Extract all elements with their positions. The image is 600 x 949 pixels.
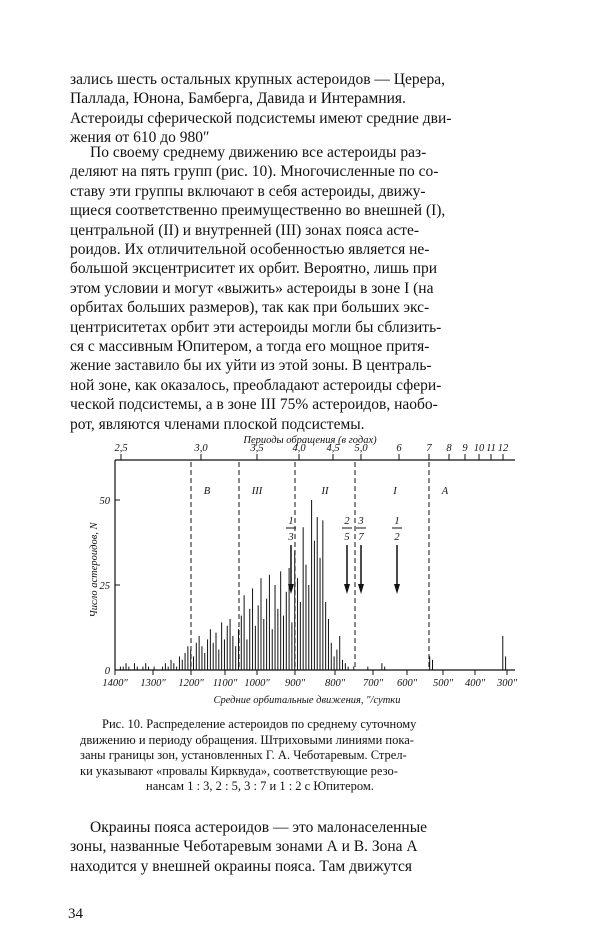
top-tick-label: 4,0 xyxy=(292,443,306,454)
bottom-tick-label: 800″ xyxy=(324,678,346,689)
top-tick-label: 12 xyxy=(497,443,509,454)
bottom-tick-label: 1200″ xyxy=(178,678,204,689)
paragraph-2-line: центриситетах орбит эти астероиды могли бы сблизить- xyxy=(70,318,442,336)
top-axis-label: Периоды обращения (в годах) xyxy=(243,435,377,446)
paragraph-1-line: жения от 610 до 980″ xyxy=(70,129,210,147)
paragraph-2-line: ной зоне, как оказалось, преобладают астероиды сфери- xyxy=(70,376,442,394)
caption-line: движению и периоду обращения. Штриховыми линиями пока- xyxy=(80,732,414,747)
bottom-tick-label: 1300″ xyxy=(140,678,166,689)
paragraph-3 xyxy=(70,818,540,876)
histogram-bars xyxy=(120,500,505,670)
bottom-tick-label: 1400″ xyxy=(102,678,128,689)
bottom-tick-label: 500″ xyxy=(432,678,454,689)
paragraph-2 xyxy=(70,143,540,434)
zone-label: В xyxy=(203,486,211,497)
top-tick-label: 2,5 xyxy=(114,443,128,454)
paragraph-2-line: центральной (II) и внутренней (III) зонах пояса асте- xyxy=(70,221,420,239)
bottom-tick-label: 600″ xyxy=(396,678,418,689)
y-axis-label: Число астероидов, N xyxy=(89,522,100,618)
paragraph-1-line: зались шесть остальных крупных астероидов — Церера, xyxy=(70,71,445,88)
y-tick-label: 25 xyxy=(99,581,110,592)
top-tick-label: 3,5 xyxy=(250,443,264,454)
resonance-arrow-head xyxy=(344,584,350,594)
caption-line: ки указывают «провалы Кирквуда», соответствующие резо- xyxy=(80,763,398,778)
top-tick-label: 5,0 xyxy=(354,443,368,454)
paragraph-1-line: Паллада, Юнона, Бамберга, Давида и Интерамния. xyxy=(70,90,406,108)
resonance-denominator: 3 xyxy=(288,532,294,543)
resonance-denominator: 5 xyxy=(344,532,350,543)
paragraph-3-line: находится у внешней окраины пояса. Там движутся xyxy=(70,857,413,875)
bottom-tick-label: 700″ xyxy=(362,678,384,689)
y-tick-label: 0 xyxy=(104,666,110,677)
paragraph-2-line: этом условии и могут «выжить» астероиды в зоне I (на xyxy=(70,279,434,297)
bottom-tick-label: 1000″ xyxy=(244,678,270,689)
paragraph-2-line: орбитах больших размеров), так как при больших экс- xyxy=(70,299,430,317)
zone-label: III xyxy=(251,486,263,497)
paragraph-2-line: роидов. Их отличительной особенностью является не- xyxy=(70,241,430,259)
top-tick-label: 10 xyxy=(473,443,485,454)
top-tick-label: 11 xyxy=(486,443,496,454)
resonance-numerator: 2 xyxy=(344,516,350,527)
y-ticks xyxy=(100,496,121,677)
resonance-numerator: 3 xyxy=(358,516,364,527)
top-tick-label: 6 xyxy=(396,443,402,454)
paragraph-2-line: ческой подсистемы, а в зоне III 75% астероидов, наобо- xyxy=(70,396,438,414)
bottom-ticks xyxy=(102,670,517,689)
paragraph-1 xyxy=(70,70,540,148)
top-tick-label: 4,5 xyxy=(326,443,340,454)
bottom-tick-label: 900″ xyxy=(284,678,306,689)
zone-labels xyxy=(204,486,449,497)
paragraph-3-line: Окраины пояса астероидов — это малонаселенные xyxy=(90,819,428,836)
bottom-tick-label: 1100″ xyxy=(212,678,238,689)
paragraph-1-line: Астероиды сферической подсистемы имеют средние дви- xyxy=(70,109,452,127)
top-tick-label: 9 xyxy=(462,443,468,454)
resonance-numerator: 1 xyxy=(288,516,294,527)
asteroid-distribution-figure xyxy=(89,420,535,710)
top-tick-label: 7 xyxy=(426,443,432,454)
paragraph-3-line: зоны, названные Чеботаревым зонами А и В. Зона А xyxy=(70,838,418,856)
y-tick-label: 50 xyxy=(99,496,110,507)
bottom-tick-label: 400″ xyxy=(464,678,486,689)
bottom-tick-label: 300″ xyxy=(496,678,518,689)
zone-label: А xyxy=(441,486,449,497)
paragraph-2-line: большой эксцентриситет их орбит. Вероятно, лишь при xyxy=(70,260,438,278)
page-number: 34 xyxy=(68,906,83,922)
resonance-denominator: 7 xyxy=(358,532,364,543)
resonance-arrow-head xyxy=(358,584,364,594)
paragraph-2-line: По своему среднему движению все астероиды раз- xyxy=(90,144,427,161)
zone-label: II xyxy=(321,486,329,497)
resonance-denominator: 2 xyxy=(394,532,400,543)
caption-line: нансам 1 : 3, 2 : 5, 3 : 7 и 1 : 2 с Юпитером. xyxy=(146,779,374,793)
paragraph-2-line: рот, являются членами плоской подсистемы. xyxy=(70,415,365,433)
bottom-axis-label: Средние орбитальные движения, ″/сутки xyxy=(213,695,401,706)
resonance-numerator: 1 xyxy=(394,516,400,527)
zone-label: I xyxy=(393,486,397,497)
top-tick-label: 3,0 xyxy=(194,443,208,454)
resonance-arrow-head xyxy=(394,584,400,594)
figure-caption xyxy=(80,717,535,795)
paragraph-2-line: ся с массивным Юпитером, а тогда его мощное притя- xyxy=(70,338,430,356)
paragraph-2-line: щиеся соответственно преимущественно во внешней (I), xyxy=(70,202,446,220)
paragraph-2-line: жение заставило бы их уйти из этой зоны. В централь- xyxy=(70,357,432,375)
paragraph-2-line: деляют на пять групп (рис. 10). Многочисленные по со- xyxy=(70,163,439,181)
paragraph-2-line: ставу эти группы включают в себя астероиды, движу- xyxy=(70,182,426,200)
caption-line: Рис. 10. Распределение астероидов по среднему суточному xyxy=(102,717,417,731)
caption-line: заны границы зон, установленных Г. А. Чеботаревым. Стрел- xyxy=(80,748,407,762)
top-tick-label: 8 xyxy=(446,443,452,454)
